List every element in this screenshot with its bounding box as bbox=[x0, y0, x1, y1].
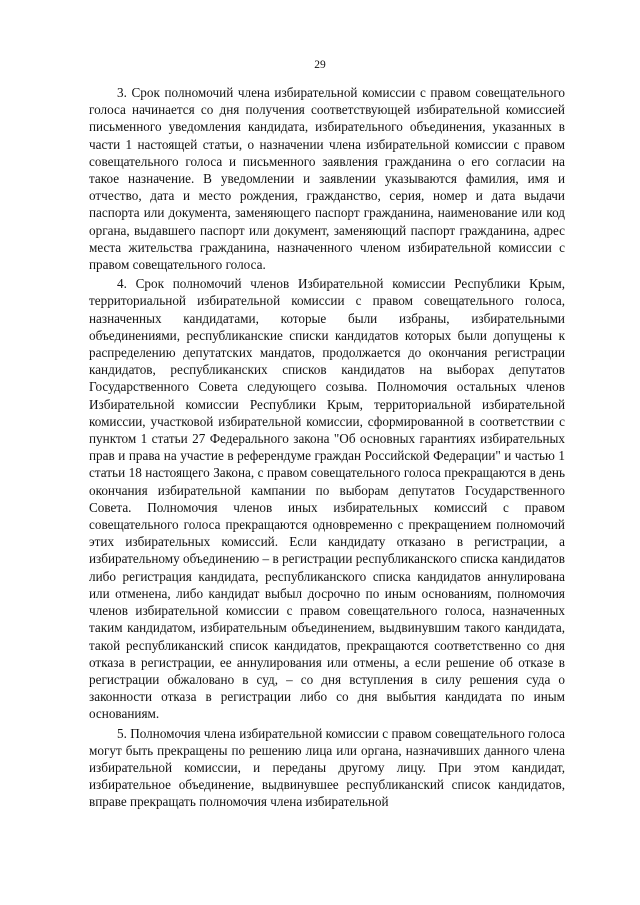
paragraph-4: 4. Срок полномочий членов Избирательной комиссии Республики Крым, территориальной избирательной комиссии с правом совещательного голоса, назначенных кандидатами, которые были избраны, избирательными объединениями, республиканские списки кандидатов которых были допущены к распределению депутатских мандатов, продолжается до окончания регистрации кандидатов, республиканских списков кандидатов на выборах депутатов Государственного Совета следующего созыва. Полномочия остальных членов Избирательной комиссии Республики Крым, территориальной избирательной комиссии, участковой избирательной комиссии, сформированной в соответствии с пунктом 1 статьи 27 Федерального закона "Об основных гарантиях избирательных прав и права на участие в референдуме граждан Российской Федерации" и частью 1 статьи 18 настоящего Закона, с правом совещательного голоса прекращаются в день окончания избирательной кампании по выборам депутатов Государственного Совета. Полномочия членов иных избирательных комиссий с правом совещательного голоса прекращаются одновременно с прекращением полномочий этих избирательных комиссий. Если кандидату отказано в регистрации, а избирательному объединению – в регистрации республиканского списка кандидатов либо регистрация кандидата, республиканского списка кандидатов аннулирована или отменена, либо кандидат выбыл досрочно по иным основаниям, полномочия членов избирательной комиссии с правом совещательного голоса, назначенных таким кандидатом, избирательным объединением, выдвинувшим такого кандидата, такой республиканский список кандидатов, прекращаются соответственно со дня отказа в регистрации, ее аннулирования или отмены, а если решение об отказе в регистрации обжаловано в суд, – со дня вступления в силу решения суда о законности отказа в регистрации либо со дня выбытия кандидата по иным основаниям. bbox=[89, 276, 565, 722]
page-number: 29 bbox=[314, 59, 326, 71]
body-text bbox=[89, 84, 565, 813]
paragraph-3: 3. Срок полномочий члена избирательной комиссии с правом совещательного голоса начинается со дня получения соответствующей избирательной комиссией письменного уведомления кандидата, избирательного объединения, указанных в части 1 настоящей статьи, о назначении члена избирательной комиссии с правом совещательного голоса и письменного заявления гражданина о его согласии на такое назначение. В уведомлении и заявлении указываются фамилия, имя и отчество, дата и место рождения, гражданство, серия, номер и дата выдачи паспорта или документа, заменяющего паспорт гражданина, наименование или код органа, выдавшего паспорт или документ, заменяющий паспорт гражданина, адрес места жительства гражданина, назначенного членом избирательной комиссии с правом совещательного голоса. bbox=[89, 85, 565, 273]
paragraph-5: 5. Полномочия члена избирательной комиссии с правом совещательного голоса могут быть прекращены по решению лица или органа, назначивших данного члена избирательной комиссии, и переданы другому лицу. При этом кандидат, избирательное объединение, выдвинувшее республиканский список кандидатов, вправе прекращать полномочия члена избирательной bbox=[89, 725, 565, 810]
